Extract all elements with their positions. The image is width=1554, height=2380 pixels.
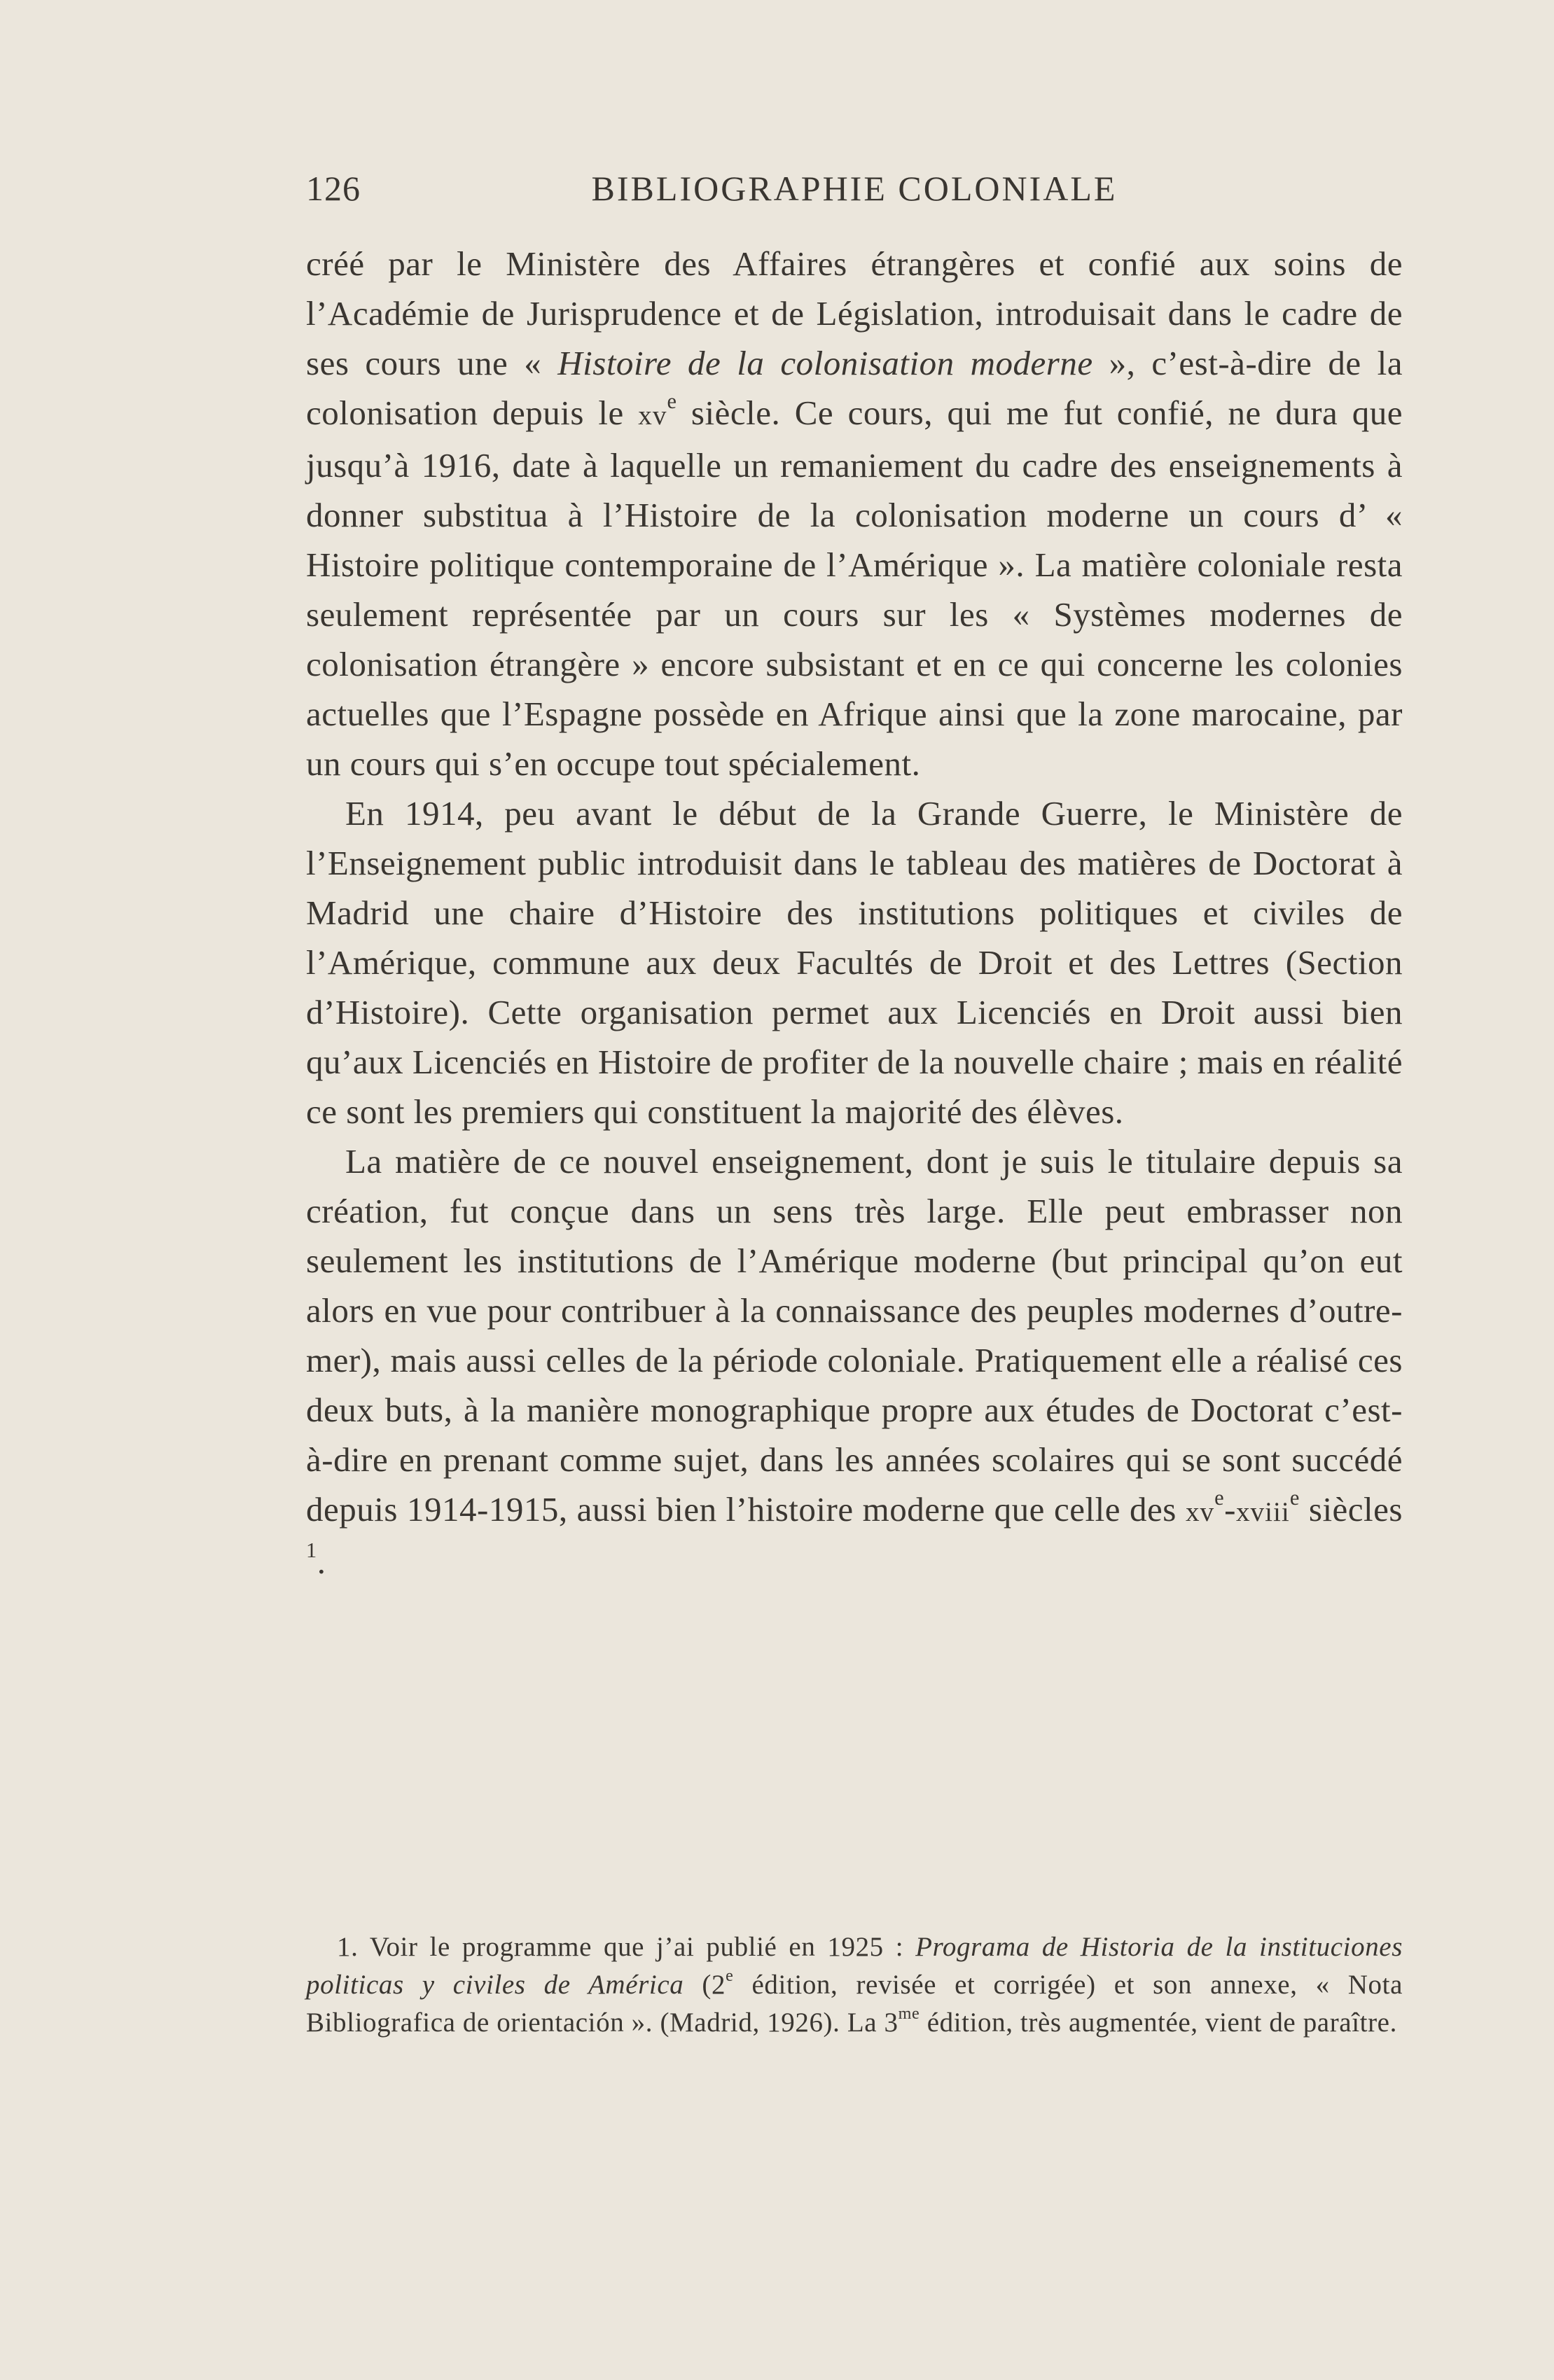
paragraph-1: créé par le Ministère des Affaires étrangères et confié aux soins de l’Académie de Jurisprudence et de Législation, introduisait dans le cadre de ses cours une « Histoire de la colonisation moderne », c’est-à-dire de la colonisation depuis le $xv^e$ siècle. Ce cours, qui me fut confié, ne dura que jusqu’à 1916, date à laquelle un remaniement du cadre des enseignements à donner substitua à l’Histoire de la colonisation moderne un cours d’ « Histoire politique contemporaine de l’Amérique ». La matière coloniale resta seulement représentée par un cours sur les « Systèmes modernes de colonisation étrangère » encore subsistant et en ce qui concerne les colonies actuelles que l’Espagne possède en Afrique ainsi que la zone marocaine, par un cours qui s’en occupe tout spécialement.	[306, 244, 1403, 783]
footnote-1: 1. Voir le programme que j’ai publié en 1925 : Programa de Historia de la instituciones politicas y civiles de América (2e édition, revisée et corrigée) et son annexe, « Nota Bibliografica de orientación ». (Madrid, 1926). La $3^{me}$ édition, très augmentée, vient de paraître.	[306, 1932, 1403, 2038]
running-title: BIBLIOGRAPHIE COLONIALE	[591, 169, 1118, 208]
page-number: 126	[306, 169, 361, 208]
paragraph-2: En 1914, peu avant le début de la Grande Guerre, le Ministère de l’Enseignement public introduisit dans le tableau des matières de Doctorat à Madrid une chaire d’Histoire des institutions politiques et civiles de l’Amérique, commune aux deux Facultés de Droit et des Lettres (Section d’Histoire). Cette organisation permet aux Licenciés en Droit aussi bien qu’aux Licenciés en Histoire de profiter de la nouvelle chaire ; mais en réalité ce sont les premiers qui constituent la majorité des élèves.	[306, 794, 1403, 1131]
body-text	[306, 239, 1403, 1587]
footnote-marker: 1	[306, 1538, 317, 1563]
footnotes	[306, 1928, 1403, 2042]
page-header	[306, 168, 1403, 217]
paragraph-3: La matière de ce nouvel enseignement, dont je suis le titulaire depuis sa création, fut conçue dans un sens très large. Elle peut embrasser non seulement les institutions de l’Amérique moderne (but principal qu’on eut alors en vue pour contribuer à la connaissance des peuples modernes d’outre-mer), mais aussi celles de la période coloniale. Pratiquement elle a réalisé ces deux buts, à la manière monographique propre aux études de Doctorat c’est-à-dire en prenant comme sujet, dans les années scolaires qui se sont succédé depuis 1914-1915, aussi bien l’histoire moderne que celle des $xv^e-xviii^e$ siècles $^1$.	[306, 1142, 1403, 1581]
